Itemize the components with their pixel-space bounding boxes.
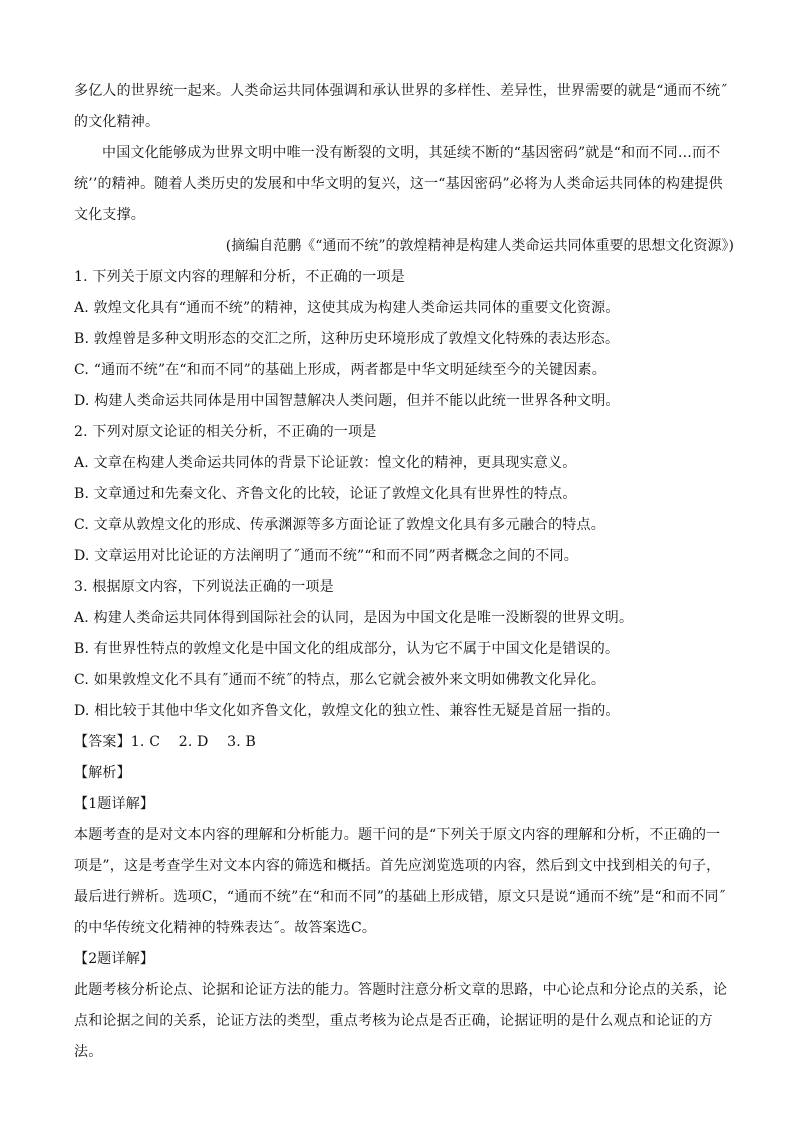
question-1-option-c: C. “通而不统”在“和而不同”的基础上形成，两者都是中华文明延续至今的关键因素。 xyxy=(74,362,606,378)
question-2-option-b: B. 文章通过和先秦文化、齐鲁文化的比较，论证了敦煌文化具有世界性的特点。 xyxy=(74,486,577,502)
question-3-stem: 3. 根据原文内容，下列说法正确的一项是 xyxy=(74,579,334,595)
question-3-option-d: D. 相比较于其他中华文化如齐鲁文化，敦煌文化的独立性、兼容性无疑是首屈一指的。 xyxy=(74,703,620,719)
detail-2-label: 【2题详解】 xyxy=(74,951,155,967)
passage-paragraph-2: 中国文化能够成为世界文明中唯一没有断裂的文明，其延续不断的“基因密码”就是“和而不同…而不统’’的精神。随着人类历史的发展和中华文明的复兴，这一“基因密码”必将为人类命运共同体的构建提供文化支撑。 xyxy=(74,145,723,223)
question-3-option-c: C. 如果敦煌文化不具有˝通而不统˝的特点，那么它就会被外来文明如佛教文化异化。 xyxy=(74,672,606,688)
document-content xyxy=(74,76,734,1068)
detail-2-text: 此题考核分析论点、论据和论证方法的能力。答题时注意分析文章的思路，中心论点和分论点的关系，论点和论据之间的关系，论证方法的类型，重点考核为论点是否正确，论据证明的是什么观点和论证的方法。 xyxy=(74,982,728,1060)
detail-1-label: 【1题详解】 xyxy=(74,796,155,812)
passage-source: (摘编自范鹏《“通而不统”的敦煌精神是构建人类命运共同体重要的思想文化资源》) xyxy=(225,238,734,254)
question-2-option-a: A. 文章在构建人类命运共同体的背景下论证敦：惶文化的精神，更具现实意义。 xyxy=(74,455,577,471)
question-3-option-a: A. 构建人类命运共同体得到国际社会的认同，是因为中国文化是唯一没断裂的世界文明。 xyxy=(74,610,634,626)
question-1-stem: 1. 下列关于原文内容的理解和分析，不正确的一项是 xyxy=(74,269,405,285)
detail-1-text: 本题考查的是对文本内容的理解和分析能力。题干问的是“下列关于原文内容的理解和分析，不正确的一项是”，这是考查学生对文本内容的筛选和概括。首先应浏览选项的内容，然后到文中找到相关的句子，最后进行辨析。选项C，“通而不统”在“和而不同”的基础上形成错，原文只是说“通而不统”是“和而不同˝的中华传统文化精神的特殊表达˝。故答案选C。 xyxy=(74,827,726,936)
question-2-option-c: C. 文章从敦煌文化的形成、传承渊源等多方面论证了敦煌文化具有多元融合的特点。 xyxy=(74,517,605,533)
passage-paragraph-1: 多亿人的世界统一起来。人类命运共同体强调和承认世界的多样性、差异性，世界需要的就是“通而不统˝的文化精神。 xyxy=(74,83,728,130)
answer-line: 【答案】1. C 2. D 3. B xyxy=(74,734,257,750)
question-1-option-a: A. 敦煌文化具有“通而不统”的精神，这使其成为构建人类命运共同体的重要文化资源。 xyxy=(74,300,620,316)
question-1-option-d: D. 构建人类命运共同体是用中国智慧解决人类问题，但并不能以此统一世界各种文明。 xyxy=(74,393,620,409)
analysis-label: 【解析】 xyxy=(74,765,131,781)
question-1-option-b: B. 敦煌曾是多种文明形态的交汇之所，这种历史环境形成了敦煌文化特殊的表达形态。 xyxy=(74,331,620,347)
question-3-option-b: B. 有世界性特点的敦煌文化是中国文化的组成部分，认为它不属于中国文化是错误的。 xyxy=(74,641,620,657)
question-2-option-d: D. 文章运用对比论证的方法阐明了˝通而不统”“和而不同”两者概念之间的不同。 xyxy=(74,548,578,564)
question-2-stem: 2. 下列对原文论证的相关分析，不正确的一项是 xyxy=(74,424,377,440)
